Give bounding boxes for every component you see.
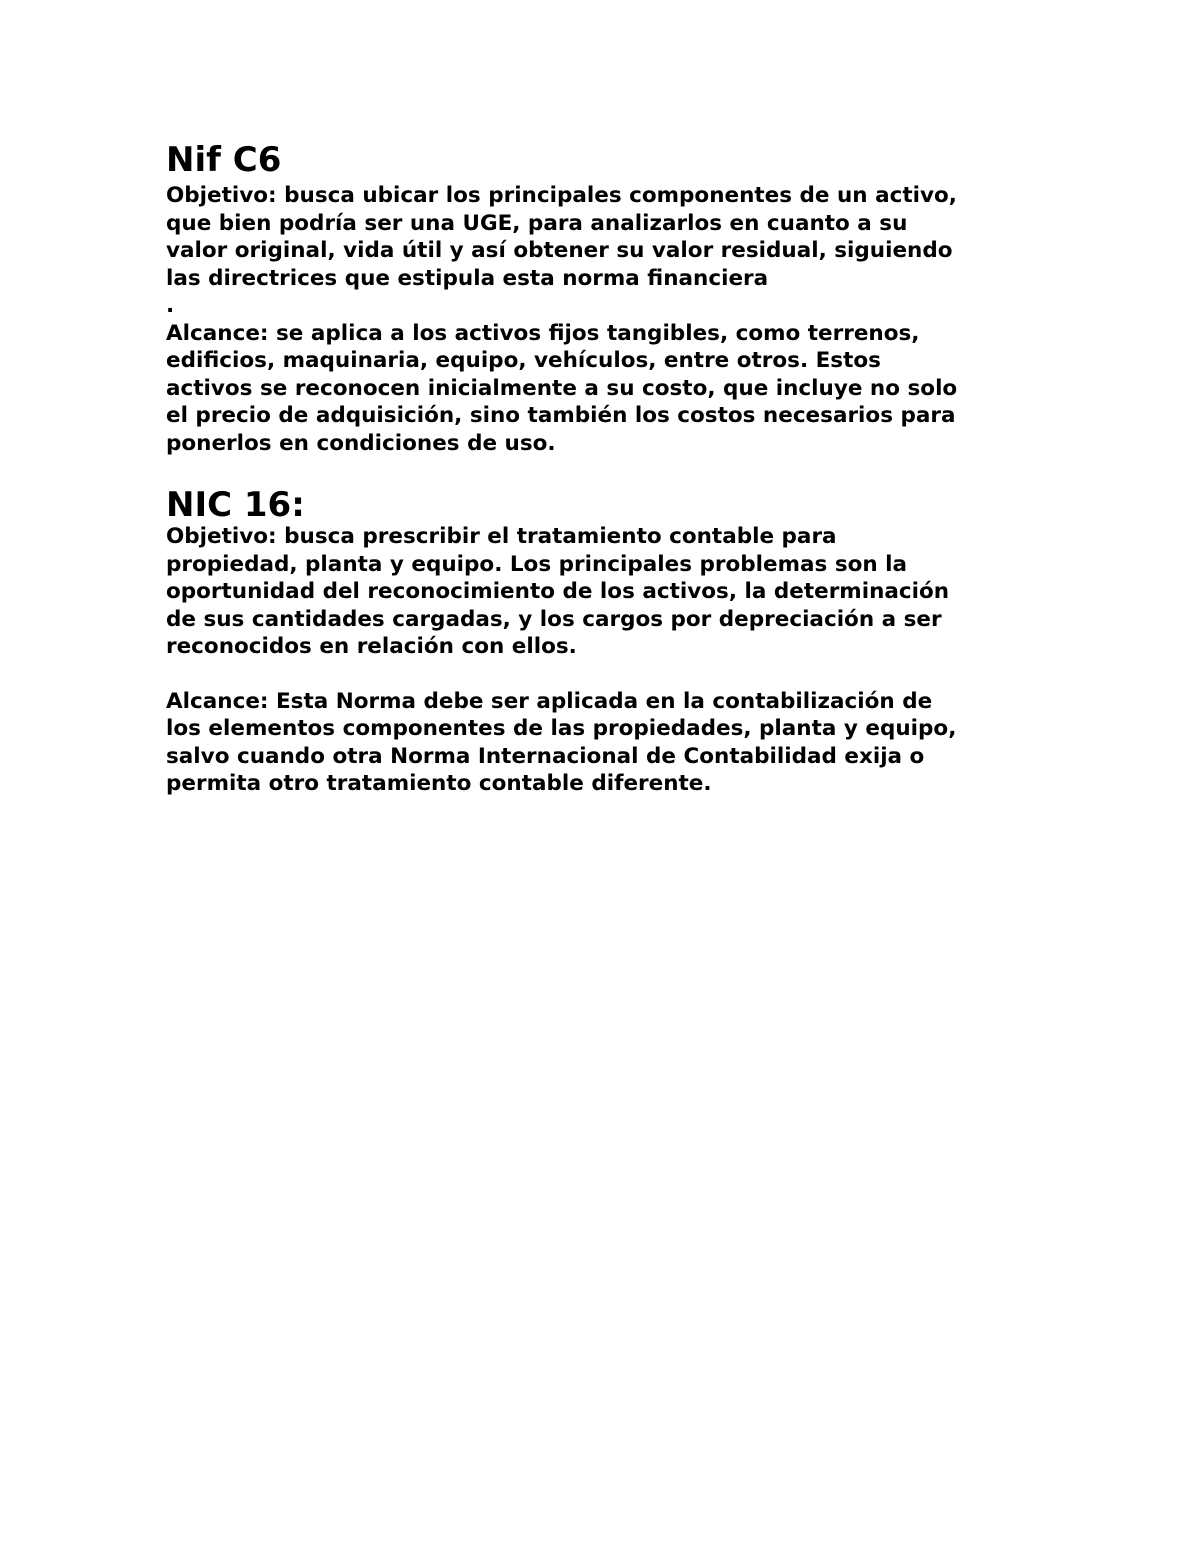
paragraph-line: de sus cantidades cargadas, y los cargos por depreciación a ser bbox=[166, 606, 942, 632]
paragraph-line: edificios, maquinaria, equipo, vehículos, entre otros. Estos bbox=[166, 348, 881, 373]
document-page bbox=[166, 140, 1046, 798]
paragraph-line: Objetivo: busca ubicar los principales componentes de un activo, bbox=[166, 183, 957, 208]
paragraph-line: salvo cuando otra Norma Internacional de Contabilidad exija o bbox=[166, 743, 925, 769]
paragraph-line: las directrices que estipula esta norma financiera bbox=[166, 265, 769, 291]
paragraph-line: Alcance: Esta Norma debe ser aplicada en la contabilización de bbox=[166, 688, 933, 714]
paragraph-line: . bbox=[166, 293, 175, 318]
paragraph-line: los elementos componentes de las propiedades, planta y equipo, bbox=[166, 716, 957, 741]
nic-16-heading: NIC 16: bbox=[166, 485, 305, 525]
nic-alcance-paragraph bbox=[166, 688, 1046, 798]
paragraph-line: propiedad, planta y equipo. Los principales problemas son la bbox=[166, 551, 908, 577]
nif-alcance-paragraph bbox=[166, 320, 1046, 458]
paragraph-line: permita otro tratamiento contable diferente. bbox=[166, 771, 712, 796]
paragraph-line: reconocidos en relación con ellos. bbox=[166, 634, 577, 659]
nif-objetivo-paragraph bbox=[166, 182, 1046, 320]
paragraph-line: Objetivo: busca prescribir el tratamiento contable para bbox=[166, 524, 837, 549]
nic-objetivo-paragraph bbox=[166, 523, 1046, 661]
paragraph-line: valor original, vida útil y así obtener su valor residual, siguiendo bbox=[166, 238, 953, 263]
paragraph-line: el precio de adquisición, sino también los costos necesarios para bbox=[166, 403, 956, 428]
paragraph-line: que bien podría ser una UGE, para analizarlos en cuanto a su bbox=[166, 210, 908, 236]
paragraph-line: oportunidad del reconocimiento de los activos, la determinación bbox=[166, 579, 950, 604]
paragraph-line: activos se reconocen inicialmente a su costo, que incluye no solo bbox=[166, 375, 958, 401]
nif-c6-heading: Nif C6 bbox=[166, 140, 282, 180]
paragraph-line: Alcance: se aplica a los activos fijos tangibles, como terrenos, bbox=[166, 320, 920, 346]
paragraph-line: ponerlos en condiciones de uso. bbox=[166, 430, 556, 456]
